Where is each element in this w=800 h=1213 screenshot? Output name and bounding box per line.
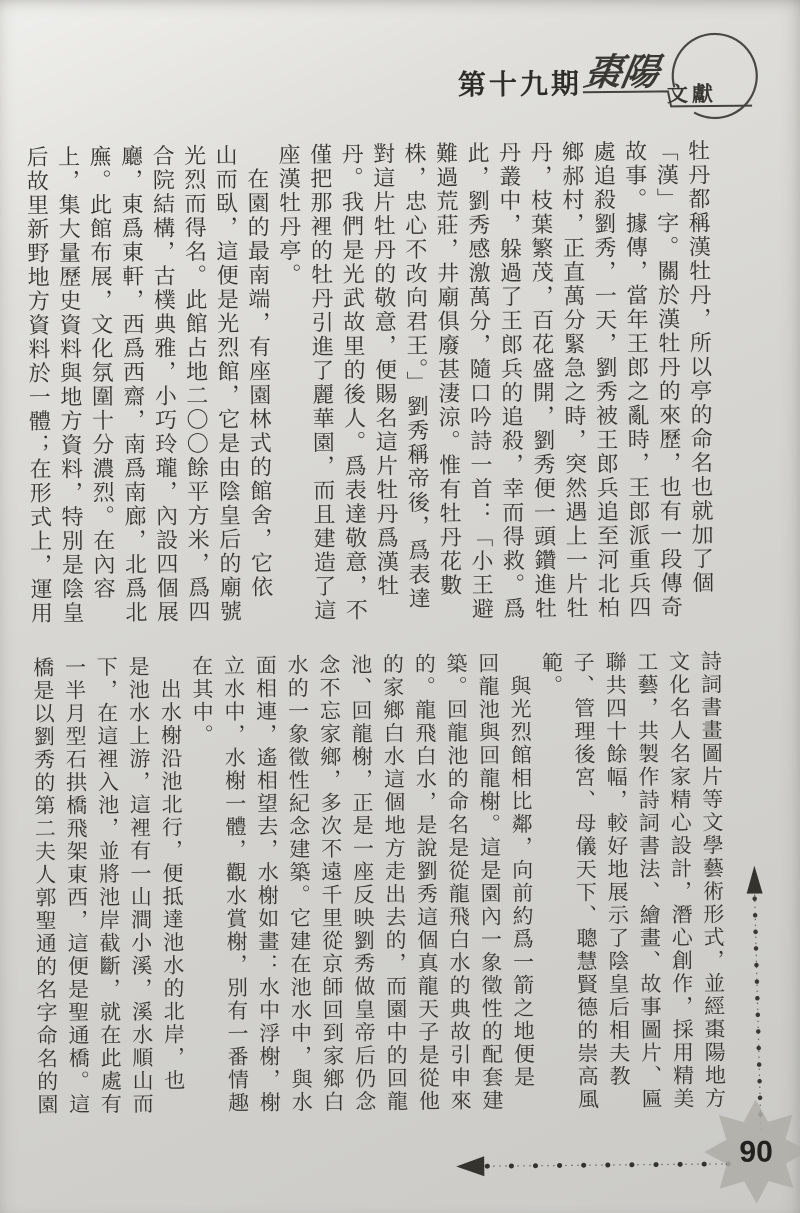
text-column: 處追殺劉秀，一天，劉秀被王郎兵追至河北柏 — [590, 139, 621, 621]
text-column: 工藝，共製作詩詞書法、繪畫、故事圖片、匾 — [634, 650, 664, 1111]
text-column: 子、管理後宮、母儀天下、聰慧賢德的崇高風 — [571, 651, 600, 1112]
text-column: 座漢牡丹亭。 — [275, 142, 303, 288]
text-column: 面相連，遙相望去，水榭如畫：水中浮榭，榭 — [253, 654, 282, 1115]
text-column: 光烈而得名。此館占地二〇〇餘平方米，爲四 — [181, 143, 212, 625]
text-column: 山而臥，這便是光烈館，它是由陰皇后的廟號 — [212, 143, 243, 624]
arrowhead — [746, 866, 762, 894]
text-column: 丹。我們是光武故里的後人。爲表達敬意，不 — [338, 142, 369, 623]
text-column: 一半月型石拱橋飛架東西，這便是聖通橋。這 — [62, 656, 91, 1117]
text-column: 株，忠心不改向君王。」劉秀稱帝後，爲表達 — [401, 141, 432, 611]
text-column: 在其中。 — [189, 654, 215, 748]
arrowhead — [456, 1156, 484, 1176]
text-column: 「漢」字。關於漢牡丹的來歷，也有一段傳奇 — [653, 139, 684, 620]
issue-label: 第十九期 — [457, 69, 583, 102]
text-column: 在園的最南端，有座園林式的館舍，它依 — [244, 143, 274, 600]
page-number-badge — [703, 1094, 800, 1210]
text-column: 廡。此館布展，文化氛圍十分濃烈。在內容 — [86, 144, 117, 601]
magazine-logo — [554, 26, 795, 140]
text-column: 牡丹都稱漢牡丹，所以亭的命名也就加了個 — [685, 138, 715, 596]
logo-title: 棗陽 — [581, 52, 663, 95]
text-column: 此，劉秀感激萬分，隨口吟詩一首：「小王避 — [464, 141, 495, 622]
text-column: 上，集大量歷史資料與地方資料，特別是陰皇 — [55, 145, 86, 626]
text-column: 聯共四十餘幅，較好地展示了陰皇后相夫教 — [602, 650, 632, 1089]
text-column: 下，在這裡入池，並將池岸截斷，就在此處有 — [94, 655, 123, 1116]
text-column: 出水榭沿池北行，便抵達池水的北岸，也 — [157, 655, 186, 1093]
page-number: 90 — [739, 1135, 773, 1169]
text-column: 回龍池與回龍榭。這是園內一象徵性的配套建 — [475, 652, 505, 1113]
text-column: 的。龍飛白水，是說劉秀這個真龍天子是從他 — [412, 652, 441, 1113]
text-column: 對這片牡丹的敬意，便賜名這片牡丹爲漢牡 — [370, 142, 400, 599]
text-column: 詩詞書畫圖片等文學藝術形式，並經棗陽地方 — [698, 649, 727, 1111]
text-column: 鄉郝村，正直萬分緊急之時，突然遇上一片牡 — [559, 140, 590, 621]
text-column: 的家鄉白水這個地方走出去的，而園中的回龍 — [380, 652, 409, 1114]
logo-subtitle: 文獻 — [666, 81, 718, 107]
text-column: 立水中，水榭一體，觀水賞榭，別有一番情趣 — [221, 654, 250, 1115]
text-column: 池、回龍榭，正是一座反映劉秀做皇帝后仍念 — [348, 653, 377, 1114]
text-column: 念不忘家鄉，多次不遠千里從京師回到家鄉白 — [316, 653, 346, 1114]
lower-text-block — [24, 650, 729, 1123]
text-column: 是池水上游，這裡有一山澗小溪，溪水順山而 — [125, 655, 155, 1116]
text-column: 廳，東爲東軒，西爲西齋，南爲南廊，北爲北 — [118, 144, 149, 625]
upper-text-block — [19, 139, 718, 628]
text-column: 與光烈館相比鄰，向前約爲一箭之地便是 — [507, 651, 536, 1089]
text-column: 僅把那裡的牡丹引進了麗華園，而且建造了這 — [307, 142, 338, 623]
text-column: 合院結構，古樸典雅，小巧玲瓏，內設四個展 — [149, 144, 180, 625]
text-column: 后故里新野地方資料於一體；在形式上，運用 — [23, 145, 54, 626]
text-column: 文化名人名家精心設計，潛心創作，採用精美 — [666, 650, 695, 1111]
text-column: 範。 — [539, 651, 564, 698]
text-column: 築。回龍池的命名是從龍飛白水的典故引申來 — [443, 652, 473, 1113]
text-column: 水的一象徵性紀念建築。它建在池水中，與水 — [284, 653, 314, 1115]
text-column: 難過荒莊，井廟俱廢甚淒涼。惟有牡丹花數 — [433, 141, 463, 598]
text-column: 丹，枝葉繁茂，百花盛開，劉秀便一頭鑽進牡 — [527, 140, 558, 621]
text-column: 丹叢中，躲過了王郎兵的追殺，幸而得救。爲 — [496, 140, 527, 622]
text-column: 橋是以劉秀的第二夫人郭聖通的名字命名的園 — [30, 656, 60, 1117]
text-column: 故事。據傳，當年王郎之亂時，王郎派重兵四 — [622, 139, 653, 620]
left-arrow-icon — [451, 1145, 733, 1186]
